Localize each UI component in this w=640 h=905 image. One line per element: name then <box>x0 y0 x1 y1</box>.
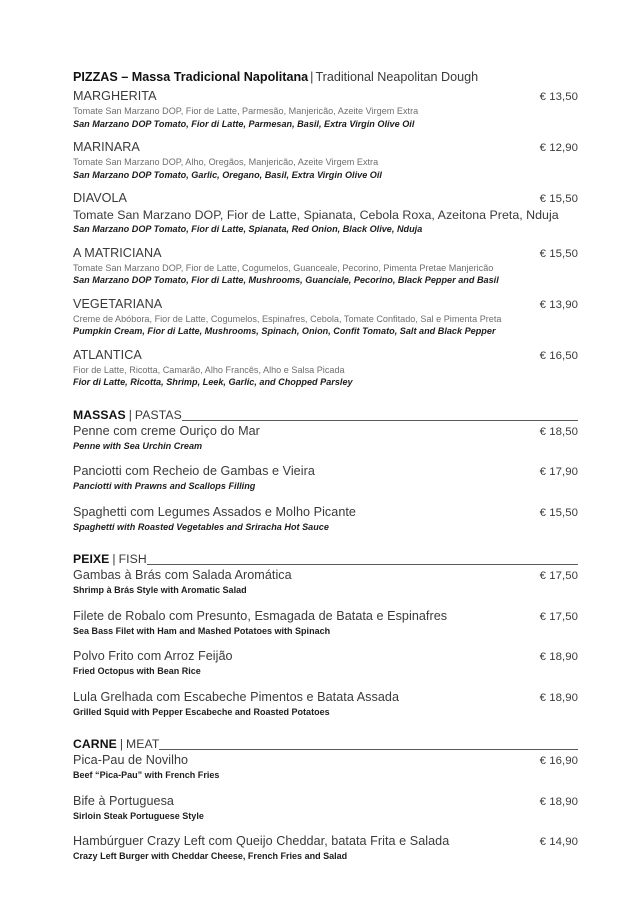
menu-item <box>73 752 578 782</box>
menu-item-price: € 15,50 <box>539 247 578 260</box>
menu-item-name: Hambúrguer Crazy Left com Queijo Cheddar, batata Frita e Salada <box>73 834 450 848</box>
section-title-english: FISH <box>118 552 147 566</box>
menu-item-name: Lula Grelhada com Escabeche Pimentos e Batata Assada <box>73 689 400 704</box>
menu-item-row <box>73 423 578 440</box>
menu-item-description-native: Tomate San Marzano DOP, Fior de Latte, Parmesão, Manjericão, Azeite Virgem Extra <box>73 106 419 116</box>
menu-item <box>73 648 578 678</box>
section-title-native: PEIXE <box>73 552 110 566</box>
section-title-english: MEAT <box>126 737 160 751</box>
section-spacer <box>73 718 578 737</box>
menu-item-row <box>73 567 578 584</box>
menu-item-row <box>73 608 578 625</box>
menu-item-price: € 12,90 <box>539 142 578 154</box>
menu-item-price: € 18,50 <box>539 425 578 438</box>
menu-item-name: Polvo Frito com Arroz Feijão <box>73 649 233 663</box>
menu-item-name: MARINARA <box>73 140 140 154</box>
menu-item-row <box>73 190 578 207</box>
menu-item-row <box>73 88 578 105</box>
menu-item-description-native: Creme de Abóbora, Fior de Latte, Cogumelos, Espinafres, Cebola, Tomate Confitado, Sal e Pimenta Preta <box>73 313 502 324</box>
menu-item <box>73 793 578 823</box>
menu-item-name: Bife à Portuguesa <box>73 793 174 808</box>
menu-item-name: VEGETARIANA <box>73 296 163 311</box>
menu-item-name: Panciotti com Recheio de Gambas e Vieira <box>73 464 315 478</box>
menu-item-description-english: Sea Bass Filet with Ham and Mashed Potatoes with Spinach <box>73 625 331 636</box>
item-spacer <box>73 822 578 833</box>
menu-item <box>73 190 578 236</box>
menu-item-description-english: Shrimp à Brás Style with Aromatic Salad <box>73 585 247 595</box>
section-spacer <box>73 389 578 408</box>
menu-item <box>73 833 578 863</box>
menu-item-price: € 17,50 <box>539 610 578 623</box>
menu-item-description-english: Sirloin Steak Portuguese Style <box>73 810 204 821</box>
menu-item-row <box>73 504 578 521</box>
menu-item-price: € 17,50 <box>539 570 578 582</box>
menu-item-row <box>73 296 578 313</box>
section-spacer <box>73 533 578 552</box>
menu-item <box>73 88 578 130</box>
menu-item-description-english: Pumpkin Cream, Fior di Latte, Mushrooms, Spinach, Onion, Confit Tomato, Salt and Black Pepper <box>73 326 496 336</box>
item-spacer <box>73 597 578 608</box>
menu-item-name: Gambas à Brás com Salada Aromática <box>73 568 292 582</box>
item-spacer <box>73 181 578 190</box>
menu-item-row <box>73 139 578 156</box>
item-spacer <box>73 338 578 347</box>
menu-item <box>73 296 578 338</box>
item-spacer <box>73 130 578 139</box>
menu-item-price: € 15,50 <box>539 506 578 519</box>
menu-item <box>73 567 578 597</box>
menu-item-description-english: Spaghetti with Roasted Vegetables and Sriracha Hot Sauce <box>73 521 329 532</box>
menu-item <box>73 608 578 638</box>
menu-item-row <box>73 648 578 665</box>
menu-item-description-english: Panciotti with Prawns and Scallops Filling <box>73 481 256 491</box>
menu-item-name: ATLANTICA <box>73 347 142 362</box>
menu-item <box>73 423 578 453</box>
section-title-separator: | <box>128 407 132 422</box>
menu-item-description-native: Fior de Latte, Ricotta, Camarão, Alho Francês, Alho e Salsa Picada <box>73 364 345 375</box>
section-title-native: PIZZAS – Massa Tradicional Napolitana <box>73 70 309 84</box>
menu-item-price: € 18,90 <box>539 691 578 704</box>
section-rule <box>182 420 578 421</box>
item-spacer <box>73 236 578 245</box>
section-header-pizzas <box>73 68 578 86</box>
menu-item-price: € 16,50 <box>539 349 578 362</box>
menu-item-price: € 13,50 <box>539 91 578 103</box>
item-spacer <box>73 452 578 463</box>
menu-item <box>73 463 578 493</box>
section-title-separator: | <box>112 552 116 566</box>
menu-item-price: € 18,90 <box>539 651 578 663</box>
menu-item-row <box>73 752 578 769</box>
menu-item-row <box>73 689 578 706</box>
item-spacer <box>73 637 578 648</box>
section-title-native: CARNE <box>73 737 117 751</box>
section-title-separator: | <box>119 737 124 751</box>
menu-item-price: € 18,90 <box>539 795 578 808</box>
menu-item <box>73 245 578 287</box>
menu-body <box>73 68 578 863</box>
menu-item-name: DIAVOLA <box>73 191 128 205</box>
section-header-peixe <box>73 552 578 566</box>
menu-item-price: € 16,90 <box>539 755 578 767</box>
menu-item-row <box>73 347 578 364</box>
menu-item-name: Pica-Pau de Novilho <box>73 753 189 767</box>
menu-item-description-english: Penne with Sea Urchin Cream <box>73 440 203 451</box>
item-spacer <box>73 678 578 689</box>
menu-item-description-english: Beef “Pica-Pau” with French Fries <box>73 770 220 780</box>
section-header-carne <box>73 737 578 751</box>
menu-item-description-english: Crazy Left Burger with Cheddar Cheese, French Fries and Salad <box>73 851 348 861</box>
section-title-english: PASTAS <box>134 407 182 422</box>
section-rule <box>159 749 578 750</box>
item-spacer <box>73 493 578 504</box>
menu-item-row <box>73 463 578 480</box>
menu-item-description-native: Tomate San Marzano DOP, Fior de Latte, Cogumelos, Guanceale, Pecorino, Pimenta Pretae Manjericão <box>73 262 494 273</box>
item-spacer <box>73 287 578 296</box>
section-rule <box>147 564 578 565</box>
menu-item-name: Penne com creme Ouriço do Mar <box>73 423 260 438</box>
menu-item-name: Spaghetti com Legumes Assados e Molho Picante <box>73 504 356 519</box>
menu-item-price: € 15,50 <box>539 193 578 205</box>
menu-item-name: Filete de Robalo com Presunto, Esmagada de Batata e Espinafres <box>73 608 448 623</box>
menu-item-description-english: San Marzano DOP Tomato, Fior di Latte, Parmesan, Basil, Extra Virgin Olive Oil <box>73 118 415 129</box>
section-title-separator: | <box>310 70 314 84</box>
menu-item-description-english: Fried Octopus with Bean Rice <box>73 666 201 676</box>
menu-item-row <box>73 245 578 262</box>
menu-item-description-native: Tomate San Marzano DOP, Fior de Latte, Spianata, Cebola Roxa, Azeitona Preta, Nduja <box>73 208 559 222</box>
item-spacer <box>73 782 578 793</box>
menu-item-name: A MATRICIANA <box>73 245 162 260</box>
menu-item <box>73 139 578 181</box>
menu-item-price: € 13,90 <box>539 298 578 311</box>
menu-item <box>73 504 578 534</box>
menu-item-price: € 14,90 <box>539 836 578 848</box>
menu-item-description-english: San Marzano DOP Tomato, Garlic, Oregano, Basil, Extra Virgin Olive Oil <box>73 169 382 180</box>
menu-item-description-english: San Marzano DOP Tomato, Fior di Latte, Spianata, Red Onion, Black Olive, Nduja <box>73 224 423 234</box>
menu-item-price: € 17,90 <box>539 466 578 478</box>
menu-item-description-english: San Marzano DOP Tomato, Fior di Latte, Mushrooms, Guanciale, Pecorino, Black Pepper and Basil <box>73 275 499 285</box>
menu-item-row <box>73 833 578 850</box>
menu-item-description-english: Grilled Squid with Pepper Escabeche and Roasted Potatoes <box>73 706 330 717</box>
menu-item-row <box>73 793 578 810</box>
menu-item-description-english: Fior di Latte, Ricotta, Shrimp, Leek, Garlic, and Chopped Parsley <box>73 377 353 387</box>
menu-item <box>73 347 578 389</box>
section-title-native: MASSAS <box>73 407 126 422</box>
section-header-massas <box>73 408 578 422</box>
menu-item <box>73 689 578 719</box>
menu-item-name: MARGHERITA <box>73 89 157 103</box>
section-title-english: Traditional Neapolitan Dough <box>315 70 479 84</box>
menu-item-description-native: Tomate San Marzano DOP, Alho, Oregãos, Manjericão, Azeite Virgem Extra <box>73 157 379 167</box>
